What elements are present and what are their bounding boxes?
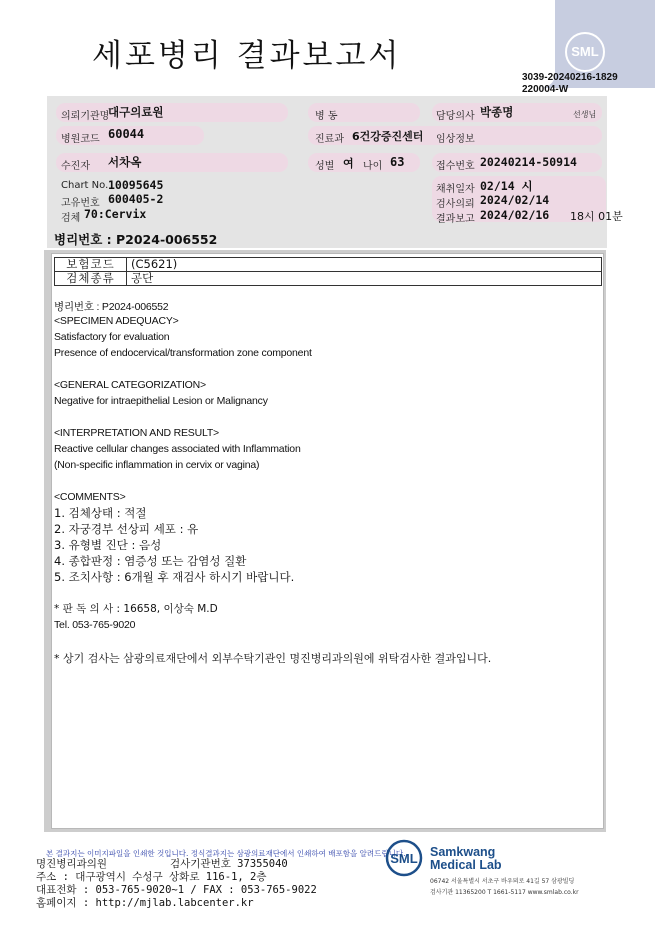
samkwang-name: Samkwang bbox=[430, 845, 496, 859]
report-date-value: 2024/02/16 bbox=[480, 208, 550, 222]
report-time-value: 18시 01분 bbox=[570, 210, 623, 223]
samkwang-contact: 검사기관 11365200 T 1661-5117 www.smlab.co.kr bbox=[430, 889, 579, 896]
outsourcing-note: * 상기 검사는 삼광의료재단에서 외부수탁기관인 명진병리과의원에 위탁검사한 결과입니다. bbox=[54, 652, 492, 665]
patient-value: 서차옥 bbox=[108, 155, 142, 169]
report-date-label: 결과보고 bbox=[436, 214, 475, 225]
reception-no-label: 접수번호 bbox=[436, 161, 475, 172]
insurance-code-value: (C5621) bbox=[127, 258, 602, 272]
requesting-org-label: 의뢰기관명 bbox=[61, 111, 110, 122]
dept-label: 진료과 bbox=[315, 134, 344, 145]
chart-no-value: 10095645 bbox=[108, 178, 164, 192]
document-number bbox=[522, 72, 618, 96]
samkwang-logo-icon bbox=[384, 838, 424, 878]
table-row bbox=[55, 258, 602, 272]
unique-no-label: 고유번호 bbox=[61, 198, 100, 209]
adequacy-line: Presence of endocervical/transformation zone component bbox=[54, 347, 312, 359]
age-label: 나이 bbox=[363, 161, 383, 172]
general-line: Negative for intraepithelial Lesion or Malignancy bbox=[54, 395, 268, 407]
comment-line: 3. 유형별 진단 : 음성 bbox=[54, 538, 162, 552]
general-heading: <GENERAL CATEGORIZATION> bbox=[54, 379, 206, 391]
row-bg bbox=[56, 153, 288, 172]
doctor-suffix: 선생님 bbox=[573, 110, 597, 119]
comments-heading: <COMMENTS> bbox=[54, 491, 126, 503]
unique-no-value: 600405-2 bbox=[108, 192, 164, 206]
collection-date-value: 02/14 시 bbox=[480, 179, 533, 193]
tel-line: Tel. 053-765-9020 bbox=[54, 619, 136, 631]
chart-no-label: Chart No. bbox=[61, 180, 109, 191]
hospital-code-value: 60044 bbox=[108, 127, 145, 141]
request-date-value: 2024/02/14 bbox=[480, 193, 550, 207]
comment-line: 1. 검체상태 : 적절 bbox=[54, 506, 147, 520]
clinic-homepage: 홈페이지 : http://mjlab.labcenter.kr bbox=[36, 897, 254, 909]
interpretation-line: (Non-specific inflammation in cervix or vagina) bbox=[54, 459, 260, 471]
page-title: 세포병리 결과보고서 bbox=[92, 38, 402, 74]
insurance-table bbox=[54, 257, 602, 286]
comment-line: 4. 종합판정 : 염증성 또는 감염성 질환 bbox=[54, 554, 247, 568]
dept-value: 6건강증진센터 bbox=[352, 130, 424, 143]
reader-line: * 판 독 의 사 : 16658, 이상숙 M.D bbox=[54, 603, 218, 615]
comment-line: 2. 자궁경부 선상피 세포 : 유 bbox=[54, 522, 199, 536]
sex-label: 성별 bbox=[315, 161, 335, 172]
lab-number: 검사기관번호 37355040 bbox=[170, 858, 288, 870]
clinic-address: 주소 : 대구광역시 수성구 상화로 116-1, 2층 bbox=[36, 871, 267, 883]
comment-line: 5. 조치사항 : 6개월 후 재검사 하시기 바랍니다. bbox=[54, 570, 295, 584]
requesting-org-value: 대구의료원 bbox=[108, 105, 164, 119]
document-number-line2: 220004-W bbox=[522, 84, 569, 95]
sml-logo: SML bbox=[565, 32, 605, 72]
hospital-code-label: 병원코드 bbox=[61, 134, 100, 145]
table-row bbox=[55, 272, 602, 286]
clinical-info-label: 임상정보 bbox=[436, 134, 475, 145]
patient-label: 수진자 bbox=[61, 161, 90, 172]
interpretation-heading: <INTERPRETATION AND RESULT> bbox=[54, 427, 219, 439]
pathology-number: 병리번호 : P2024-006552 bbox=[54, 232, 218, 247]
reception-no-value: 20240214-50914 bbox=[480, 155, 577, 169]
footer-notice: 본 결과지는 이미지파일을 인쇄한 것입니다. 정식결과지는 삼광의료재단에서 인쇄하여 배포함을 알려드립니다. bbox=[46, 849, 406, 858]
adequacy-heading: <SPECIMEN ADEQUACY> bbox=[54, 315, 179, 327]
sex-value: 여 bbox=[343, 157, 354, 170]
age-value: 63 bbox=[390, 155, 405, 169]
specimen-label: 검체 bbox=[61, 213, 81, 224]
specimen-type-value: 공단 bbox=[127, 272, 602, 286]
specimen-type-label: 검체종류 bbox=[55, 272, 127, 286]
specimen-value: 70:Cervix bbox=[84, 207, 147, 221]
collection-date-label: 채취일자 bbox=[436, 184, 475, 195]
document-number-line1: 3039-20240216-1829 bbox=[522, 72, 618, 83]
samkwang-address: 06742 서울특별시 서초구 바우뫼로 41길 57 삼광빌딩 bbox=[430, 878, 575, 885]
request-date-label: 검사의뢰 bbox=[436, 199, 475, 210]
report-pathology-number: 병리번호 : P2024-006552 bbox=[54, 301, 169, 313]
samkwang-subname: Medical Lab bbox=[430, 858, 502, 872]
adequacy-line: Satisfactory for evaluation bbox=[54, 331, 170, 343]
samkwang-logo-text: SML bbox=[390, 851, 418, 866]
interpretation-line: Reactive cellular changes associated with Inflammation bbox=[54, 443, 301, 455]
clinic-phone: 대표전화 : 053-765-9020~1 / FAX : 053-765-9022 bbox=[36, 884, 317, 896]
ward-label: 병 동 bbox=[315, 111, 338, 122]
doctor-label: 담당의사 bbox=[436, 111, 475, 122]
clinic-name: 명진병리과의원 bbox=[36, 858, 108, 870]
insurance-code-label: 보험코드 bbox=[55, 258, 127, 272]
doctor-value: 박종명 bbox=[480, 105, 514, 119]
